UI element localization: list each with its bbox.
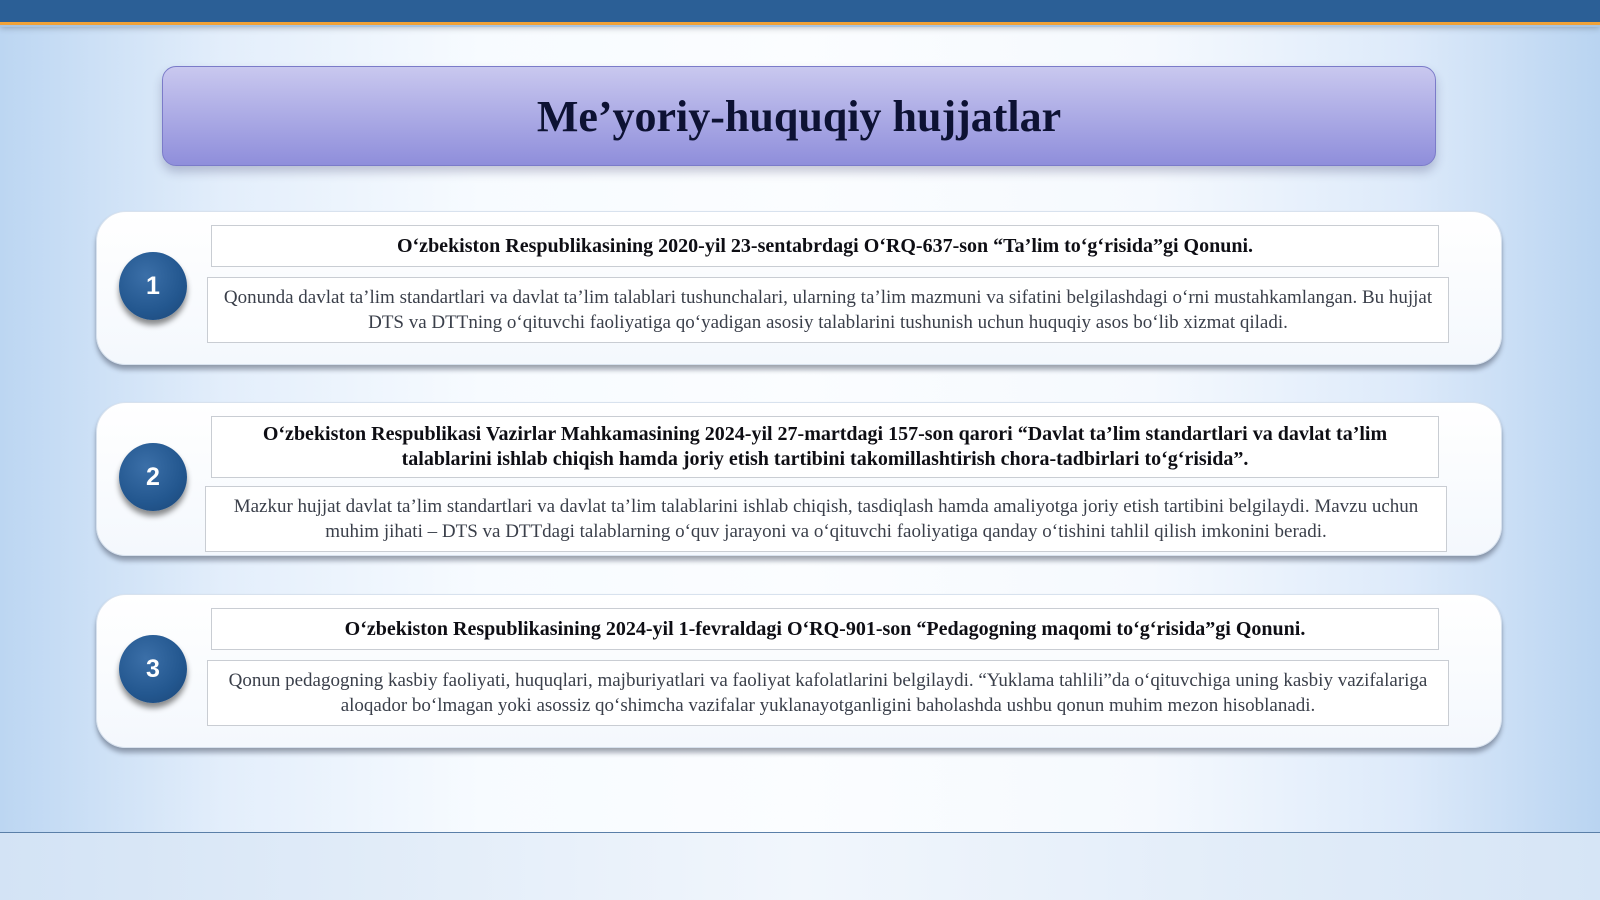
number-badge-2 <box>119 443 187 511</box>
number-badge-1 <box>119 252 187 320</box>
document-heading-1: O‘zbekiston Respublikasining 2020-yil 23-sentabrdagi O‘RQ-637-son “Ta’lim to‘g‘risida”gi Qonuni. <box>211 225 1439 267</box>
top-divider-line <box>0 25 1600 27</box>
top-accent-bar <box>0 0 1600 25</box>
document-description-2: Mazkur hujjat davlat ta’lim standartlari va davlat ta’lim talablarini ishlab chiqish, tasdiqlash hamda amaliyotga joriy etish tartibini belgilaydi. Mavzu uchun muhim jihati – DTS va DTTdagi talablarning o‘quv jarayoni va o‘qituvchi faoliyatiga qanday o‘tishini tahlil qilish imkonini beradi. <box>205 486 1447 552</box>
document-card-3 <box>96 594 1502 748</box>
document-description-1: Qonunda davlat ta’lim standartlari va davlat ta’lim talablari tushunchalari, ularning ta’lim mazmuni va sifatini belgilashdagi o‘rni mustahkamlangan. Bu hujjat DTS va DTTning o‘qituvchi faoliyatiga qo‘yadigan asosiy talablarini tushunish uchun huquqiy asos bo‘lib xizmat qiladi. <box>207 277 1449 343</box>
document-heading-2: O‘zbekiston Respublikasi Vazirlar Mahkamasining 2024-yil 27-martdagi 157-son qarori “Davlat ta’lim standartlari va davlat ta’lim talablarini ishlab chiqish hamda joriy etish tartibini takomillashtirish chora-tadbirlari to‘g‘risida”. <box>211 416 1439 478</box>
number-badge-label: 2 <box>146 462 160 491</box>
number-badge-label: 1 <box>146 271 160 300</box>
slide-title: Me’yoriy-huquqiy hujjatlar <box>536 91 1062 141</box>
document-card-1 <box>96 211 1502 365</box>
number-badge-3 <box>119 635 187 703</box>
document-description-3: Qonun pedagogning kasbiy faoliyati, huquqlari, majburiyatlari va faoliyat kafolatlarini belgilaydi. “Yuklama tahlili”da o‘qituvchiga uning kasbiy vazifalariga aloqador bo‘lmagan yoki asossiz qo‘shimcha vazifalar yuklanayotganligini baholashda ushbu qonun muhim mezon hisoblanadi. <box>207 660 1449 726</box>
document-card-2 <box>96 402 1502 556</box>
bottom-panel <box>0 832 1600 900</box>
document-heading-3: O‘zbekiston Respublikasining 2024-yil 1-fevraldagi O‘RQ-901-son “Pedagogning maqomi to‘g‘risida”gi Qonuni. <box>211 608 1439 650</box>
number-badge-label: 3 <box>146 654 160 683</box>
slide-title-banner <box>162 66 1436 166</box>
